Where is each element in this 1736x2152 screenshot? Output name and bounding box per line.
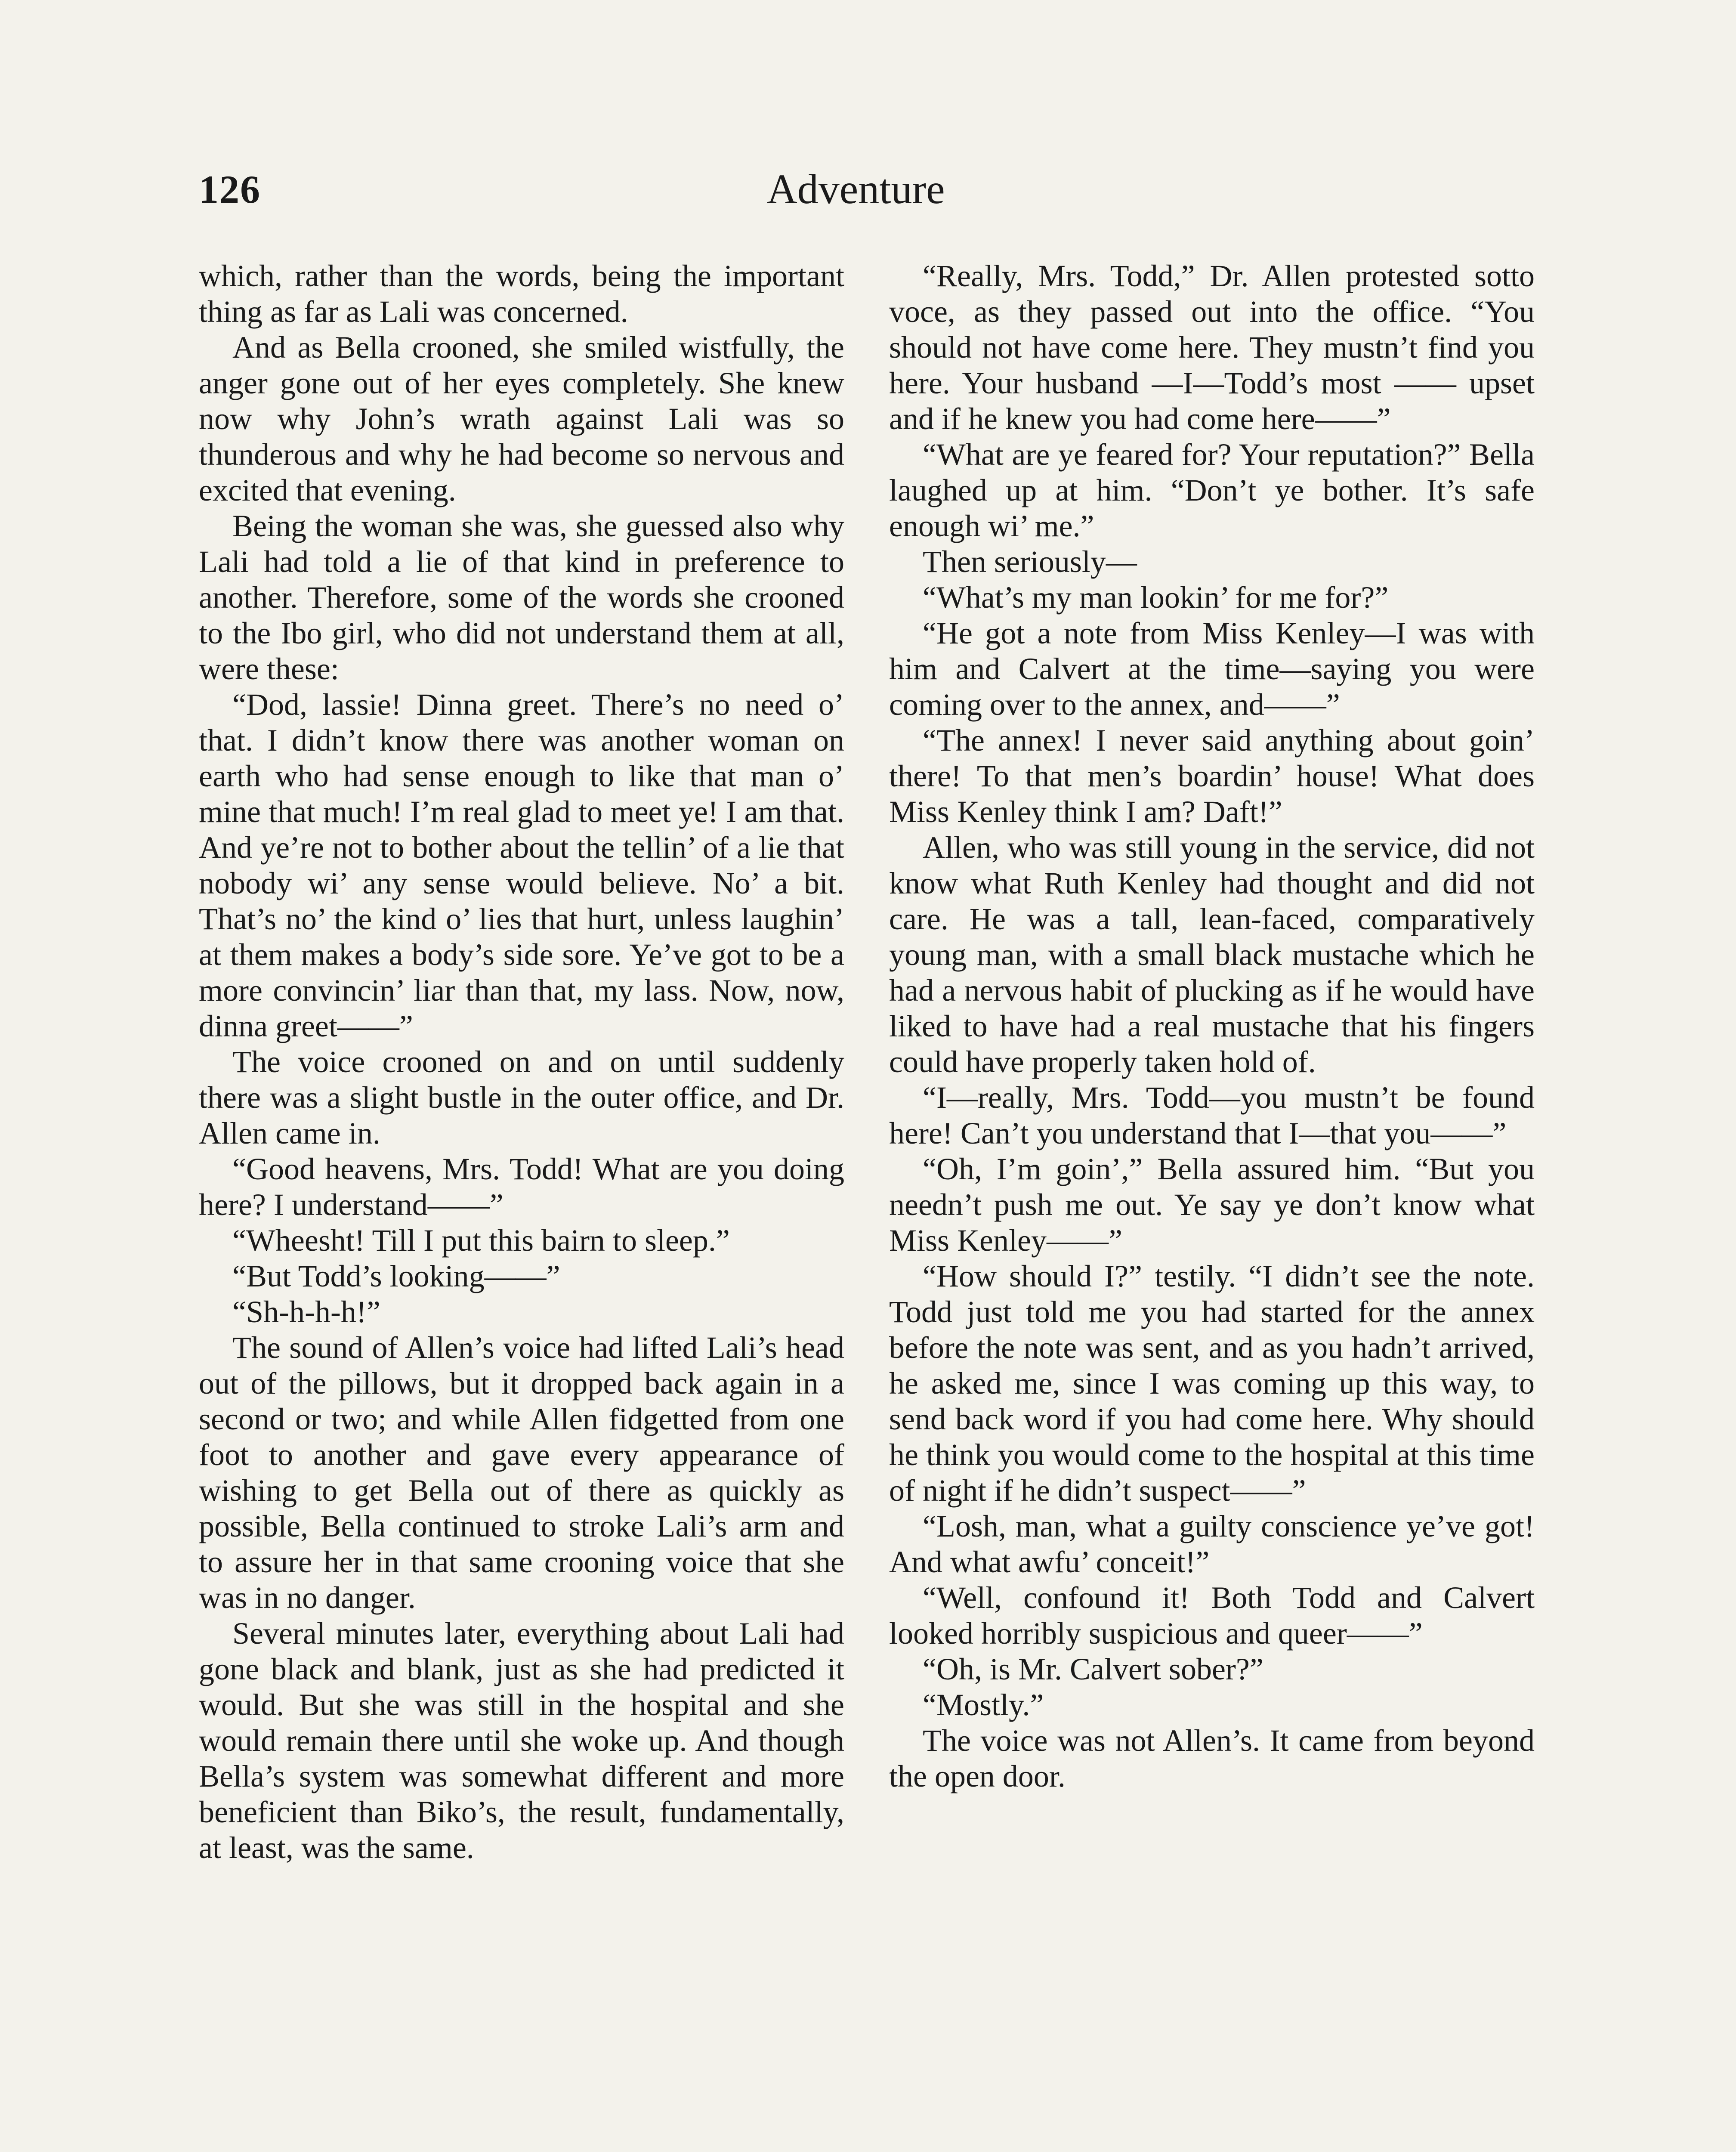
paragraph: “He got a note from Miss Kenley—I was with him and Calvert at the time—saying you were coming over to the annex, and——” <box>889 616 1535 722</box>
paragraph: “Sh-h-h-h!” <box>232 1295 380 1329</box>
paragraph: “Dod, lassie! Dinna greet. There’s no need o’ that. I didn’t know there was another woman on earth who had sense enough to like that man o’ mine that much! I’m real glad to meet ye! I am that. And ye’re not to bother about the tellin’ of a lie that nobody wi’ any sense would believe. No’ a bit. That’s no’ the kind o’ lies that hurt, unless laughin’ at them makes a body’s side sore. Ye’ve got to be a more convincin’ liar than that, my lass. Now, now, dinna greet——” <box>199 687 844 1043</box>
page-header <box>199 164 1541 224</box>
paragraph: “How should I?” testily. “I didn’t see the note. Todd just told me you had started for the annex before the note was sent, and as you hadn’t arrived, he asked me, since I was coming up this way, to send back word if you had come here. Why should he think you would come to the hospital at this time of night if he didn’t suspect——” <box>889 1259 1535 1508</box>
paragraph: Several minutes later, everything about Lali had gone black and blank, just as she had predicted it would. But she was still in the hospital and she would remain there until she woke up. And though Bella’s system was somewhat different and more beneficient than Biko’s, the result, fundamentally, at least, was the same. <box>199 1616 844 1865</box>
right-column <box>889 258 1535 1794</box>
paragraph: The sound of Allen’s voice had lifted Lali’s head out of the pillows, but it dropped back again in a second or two; and while Allen fidgetted from one foot to another and gave every appearance of wishing to get Bella out of there as quickly as possible, Bella continued to stroke Lali’s arm and to assure her in that same crooning voice that she was in no danger. <box>199 1330 844 1615</box>
paragraph: “Good heavens, Mrs. Todd! What are you doing here? I understand——” <box>199 1152 844 1222</box>
paragraph: “The annex! I never said anything about goin’ there! To that men’s boardin’ house! What does Miss Kenley think I am? Daft!” <box>889 723 1535 829</box>
paragraph: “I—really, Mrs. Todd—you mustn’t be found here! Can’t you understand that I—that you——” <box>889 1080 1535 1150</box>
paragraph: “Wheesht! Till I put this bairn to sleep.” <box>232 1223 730 1258</box>
paragraph: “Losh, man, what a guilty conscience ye’ve got! And what awfu’ conceit!” <box>889 1509 1535 1579</box>
running-title: Adventure <box>767 166 945 213</box>
paragraph: “Oh, I’m goin’,” Bella assured him. “But you needn’t push me out. Ye say ye don’t know what Miss Kenley——” <box>889 1152 1535 1258</box>
paragraph: Then seriously— <box>923 544 1137 579</box>
paragraph: “Oh, is Mr. Calvert sober?” <box>923 1652 1263 1686</box>
paragraph: The voice was not Allen’s. It came from beyond the open door. <box>889 1723 1535 1793</box>
paragraph: “Really, Mrs. Todd,” Dr. Allen protested sotto voce, as they passed out into the office. “You should not have come here. They mustn’t find you here. Your husband —I—Todd’s most —— upset and if he knew you had come here——” <box>889 259 1535 436</box>
paragraph: Being the woman she was, she guessed also why Lali had told a lie of that kind in preference to another. Therefore, some of the words she crooned to the Ibo girl, who did not understand them at all, were these: <box>199 509 844 686</box>
paragraph: “Well, confound it! Both Todd and Calvert looked horribly suspicious and queer——” <box>889 1580 1535 1651</box>
paragraph: “What are ye feared for? Your reputation?” Bella laughed up at him. “Don’t ye bother. It’s safe enough wi’ me.” <box>889 437 1535 543</box>
paragraph: “Mostly.” <box>923 1688 1044 1722</box>
paragraph: Allen, who was still young in the service, did not know what Ruth Kenley had thought and did not care. He was a tall, lean-faced, comparatively young man, with a small black mustache which he had a nervous habit of plucking as if he would have liked to have had a real mustache that his fingers could have properly taken hold of. <box>889 830 1535 1079</box>
paragraph: And as Bella crooned, she smiled wistfully, the anger gone out of her eyes completely. She knew now why John’s wrath against Lali was so thunderous and why he had become so nervous and excited that evening. <box>199 330 844 507</box>
page-number: 126 <box>199 167 261 211</box>
paragraph: The voice crooned on and on until suddenly there was a slight bustle in the outer office, and Dr. Allen came in. <box>199 1045 844 1150</box>
paragraph: which, rather than the words, being the important thing as far as Lali was concerned. <box>199 259 844 329</box>
left-column <box>199 258 844 1866</box>
paragraph: “What’s my man lookin’ for me for?” <box>923 580 1389 615</box>
paragraph: “But Todd’s looking——” <box>232 1259 560 1293</box>
